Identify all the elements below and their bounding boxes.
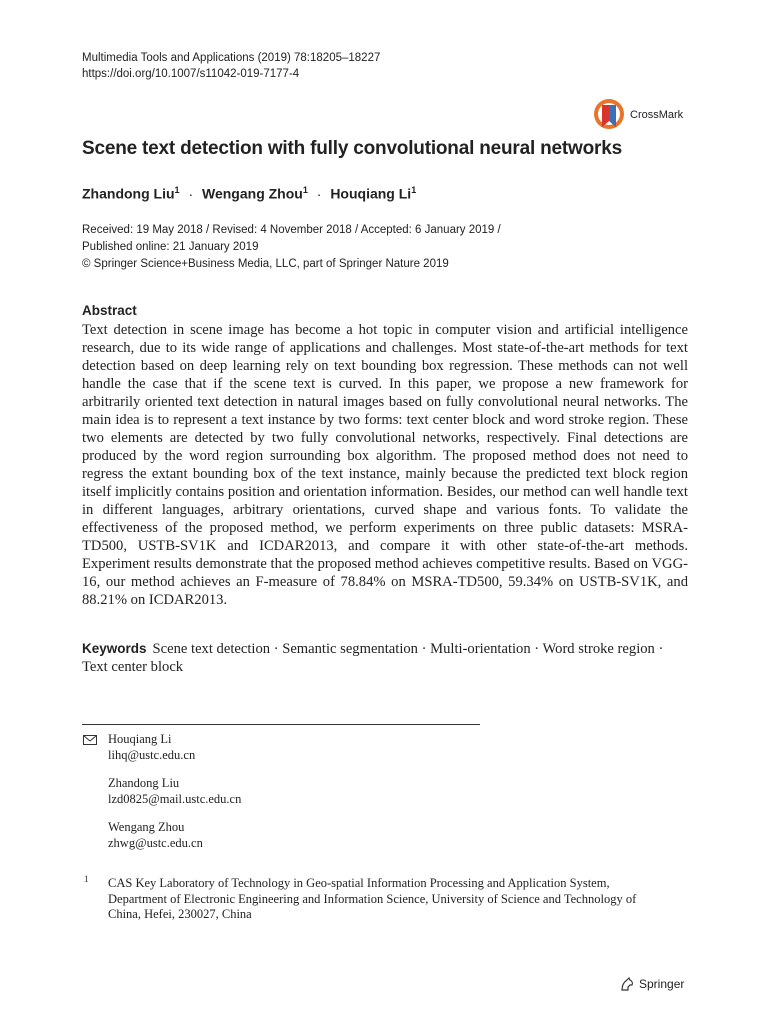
contact-name: Zhandong Liu	[108, 776, 180, 790]
contact-entry	[108, 732, 241, 763]
author-affil-marker: 1	[302, 185, 308, 195]
springer-logo	[619, 976, 684, 992]
abstract-text: Text detection in scene image has become a hot topic in computer vision and artificial intelligence research, due to its wide range of applications and challenges. Most state-of-the-art methods for text detection based on deep learning rely on text bounding box regression. These methods can not well handle the case that if the scene text is curved. In this paper, we propose a new framework for arbitrarily oriented text detection in natural images based on fully convolutional neural networks. The main idea is to represent a text instance by two forms: text center block and word stroke region. These two elements are detected by two fully convolutional networks, respectively. Final detections are produced by the word region surrounding box algorithm. The proposed method does not need to regress the extant bounding box of the text instance, mainly because the predicted text block region itself implicitly contains position and orientation information. Besides, our method can well handle text in different languages, arbitrary orientations, curved shape and various fonts. To validate the effectiveness of the proposed method, we perform experiments on three public datasets: MSRA-TD500, USTB-SV1K and ICDAR2013, and compare it with other state-of-the-art methods. Experiment results demonstrate that the proposed method achieves competitive results. Based on VGG-16, our method achieves an F-measure of 78.84% on MSRA-TD500, 59.34% on USTB-SV1K, and 88.21% on ICDAR2013.	[82, 322, 688, 608]
publication-history	[82, 222, 501, 273]
author-affil-marker: 1	[174, 185, 180, 195]
contact-email[interactable]: lzd0825@mail.ustc.edu.cn	[108, 791, 242, 806]
keywords-section	[82, 640, 688, 676]
contact-entry	[108, 820, 241, 851]
keywords-text: Scene text detection · Semantic segmentation · Multi-orientation · Word stroke region · Text center block	[82, 641, 664, 675]
author-name: Zhandong Liu	[82, 185, 175, 202]
copyright-notice: © Springer Science+Business Media, LLC, part of Springer Nature 2019	[82, 258, 449, 270]
contact-email[interactable]: lihq@ustc.edu.cn	[108, 747, 196, 762]
author-name: Houqiang Li	[330, 185, 412, 202]
history-published: Published online: 21 January 2019	[82, 241, 259, 253]
author-separator: ·	[188, 185, 194, 202]
contact-email[interactable]: zhwg@ustc.edu.cn	[108, 835, 203, 850]
crossmark-badge[interactable]	[592, 97, 683, 133]
author-affil-marker: 1	[411, 185, 417, 195]
author-list	[82, 185, 416, 202]
abstract-heading: Abstract	[82, 303, 137, 318]
contact-entry	[108, 776, 241, 807]
journal-header	[82, 50, 380, 82]
contact-name: Houqiang Li	[108, 732, 172, 746]
author-name: Wengang Zhou	[202, 185, 303, 202]
crossmark-icon	[592, 97, 626, 133]
springer-label: Springer	[639, 977, 685, 991]
paper-title: Scene text detection with fully convolutional neural networks	[82, 138, 622, 159]
journal-citation: Multimedia Tools and Applications (2019) 78:18205–18227	[82, 52, 381, 64]
footnote-divider	[82, 724, 480, 725]
affiliation-number: 1	[84, 874, 89, 884]
keywords-label: Keywords	[82, 641, 147, 656]
history-dates: Received: 19 May 2018 / Revised: 4 November 2018 / Accepted: 6 January 2019 /	[82, 224, 501, 236]
crossmark-label: CrossMark	[630, 109, 684, 121]
corresponding-contacts	[108, 732, 241, 864]
affiliation-text: CAS Key Laboratory of Technology in Geo-spatial Information Processing and Application System, Department of Electronic Engineering and Information Science, University of Science and Technology of China, Hefei, 230027, China	[108, 876, 637, 921]
author-separator: ·	[316, 185, 322, 202]
contact-name: Wengang Zhou	[108, 820, 185, 834]
doi-link[interactable]: https://doi.org/10.1007/s11042-019-7177-4	[82, 68, 300, 80]
envelope-icon	[83, 735, 97, 745]
springer-horse-icon	[619, 976, 635, 992]
